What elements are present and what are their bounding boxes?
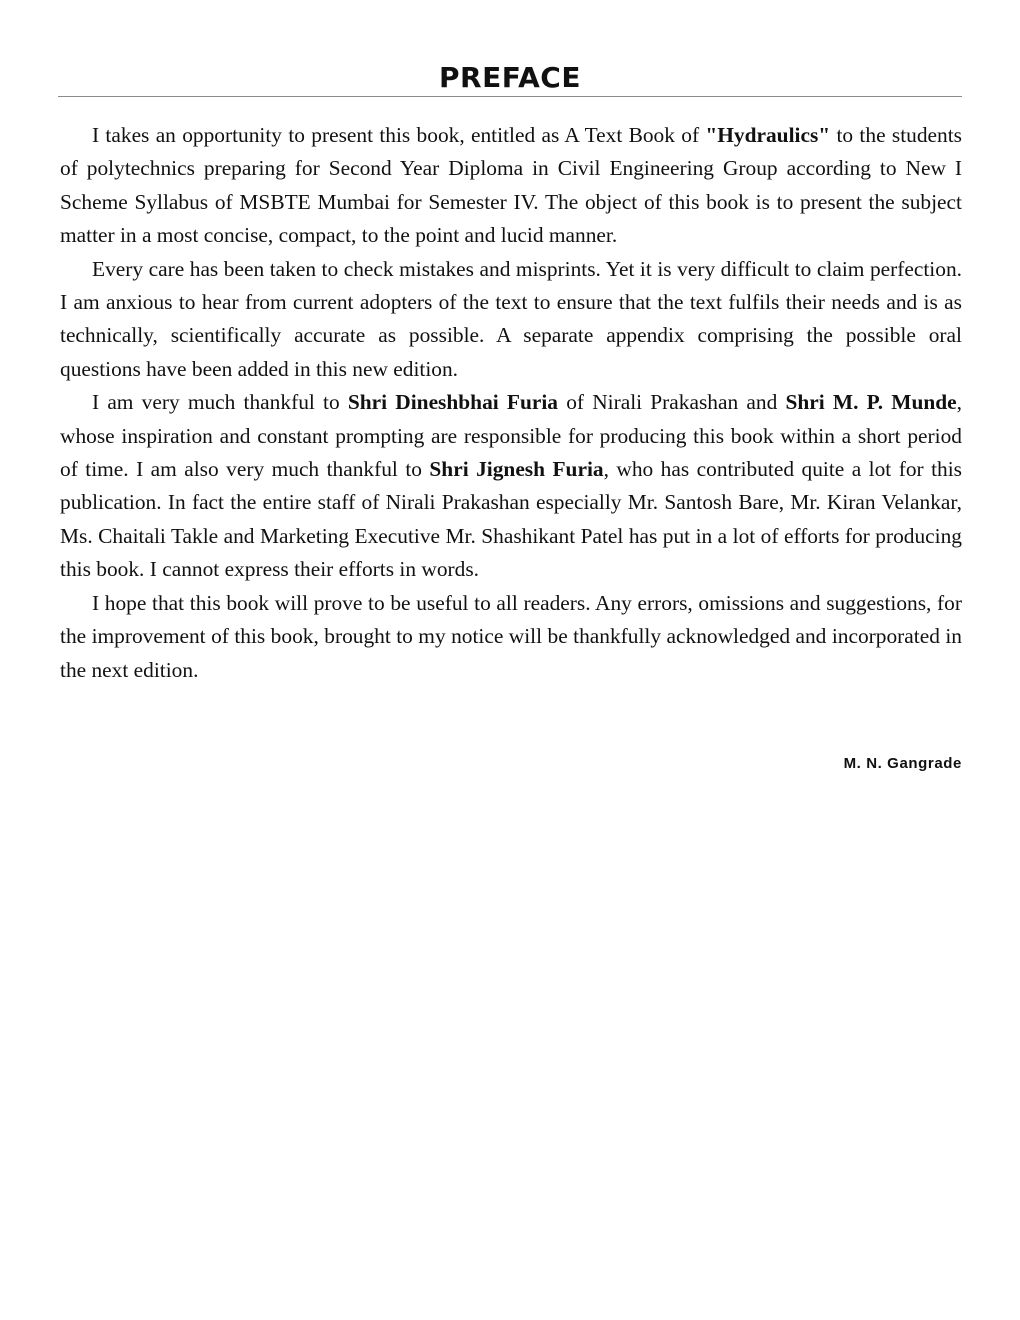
paragraph-intro: [60, 119, 962, 253]
book-title: "Hydraulics": [705, 123, 831, 147]
paragraph-text: Every care has been taken to check mistakes and misprints. Yet it is very difficult to claim perfection. I am anxious to hear from current adopters of the text to ensure that the text fulfils their needs and is as technically, scientifically accurate as possible. A separate appendix comprising the possible oral questions have been added in this new edition.: [60, 256, 962, 381]
paragraph-hope: [60, 587, 962, 687]
page-title: PREFACE: [439, 61, 581, 94]
paragraph-text: of Nirali Prakashan and: [558, 390, 786, 415]
person-name: Shri M. P. Munde: [785, 390, 957, 415]
person-name: Shri Jignesh Furia: [429, 457, 604, 482]
paragraph-text: I hope that this book will prove to be useful to all readers. Any errors, omissions and suggestions, for the improvement of this book, brought to my notice will be thankfully acknowledged and incorporated in the next edition.: [60, 590, 962, 682]
paragraph-text: I am very much thankful to: [92, 390, 348, 415]
paragraph-text: to the students of polytechnics preparing for Second Year Diploma in Civil Engineering Group according to New I Scheme Syllabus of MSBTE Mumbai for Semester IV. The object of this book is to present the subject matter in a most concise, compact, to the point and lucid manner.: [60, 123, 962, 248]
paragraph-text: , whose inspiration and constant prompting are responsible for producing this book within a short period of time. I am also very much thankful to: [60, 390, 962, 482]
preface-page: [58, 58, 962, 772]
author-signature: M. N. Gangrade: [843, 754, 962, 772]
paragraph-text: I takes an opportunity to present this book, entitled as A Text Book of: [92, 123, 706, 147]
paragraph-care: [60, 253, 962, 387]
paragraph-text: , who has contributed quite a lot for this publication. In fact the entire staff of Nirali Prakashan especially Mr. Santosh Bare, Mr. Kiran Velankar, Ms. Chaitali Takle and Marketing Executive Mr. Shashikant Patel has put in a lot of efforts for producing this book. I cannot express their efforts in words.: [60, 457, 962, 582]
paragraph-thanks: [60, 386, 962, 586]
person-name: Shri Dineshbhai Furia: [347, 390, 558, 415]
